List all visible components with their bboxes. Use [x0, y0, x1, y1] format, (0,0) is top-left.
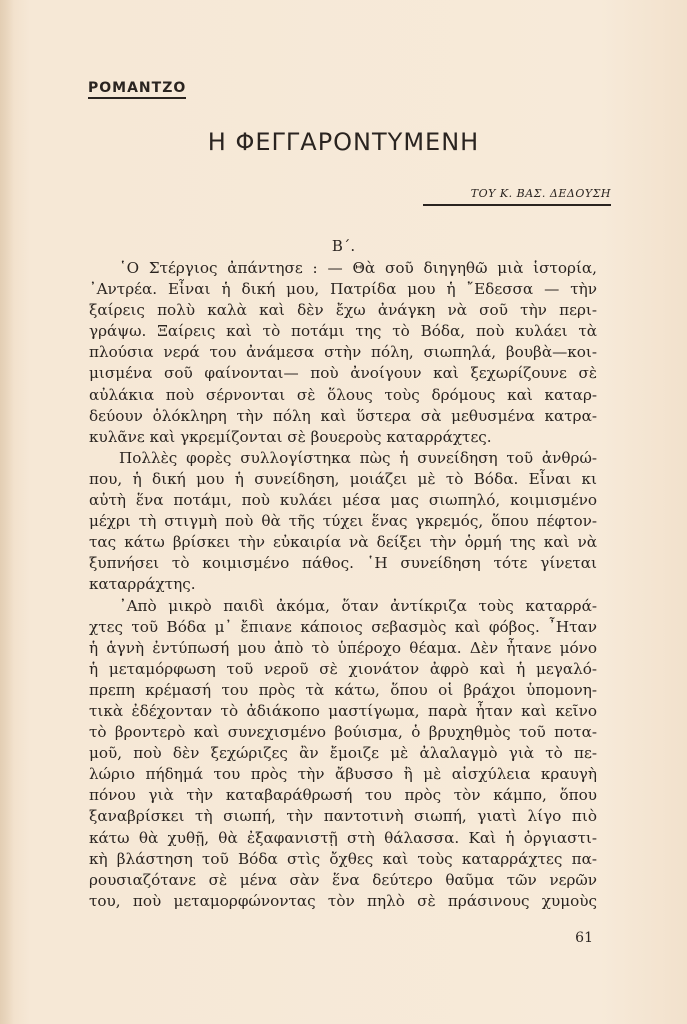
text-line: που, ἡ δική μου ἡ συνείδηση, μοιάζει μὲ τὸ Βόδα. Εἶναι κι [89, 469, 597, 488]
text-line: αὐλάκια ποὺ σέρνονται σὲ ὅλους τοὺς δρόμους καὶ καταρ- [89, 385, 597, 404]
author-byline: ΤΟΥ Κ. ΒΑΣ. ΔΕΔΟΥΣΗ [423, 187, 611, 206]
text-line: κυλᾶνε καὶ γκρεμίζονται σὲ βουεροὺς καταρράχτες. [89, 427, 492, 446]
text-line: ξυπνήσει τὸ κοιμισμένο πάθος. ῾Η συνείδηση τότε γίνεται [89, 554, 597, 573]
text-line: χτες τοῦ Βόδα μ᾿ ἔπιανε κάποιος σεβασμὸς καὶ φόβος. ῏Ηταν [89, 617, 597, 636]
text-line: μέχρι τὴ στιγμὴ ποὺ θὰ τῆς τύχει ἕνας γκρεμός, ὅπου πέφτον- [89, 512, 597, 531]
body-text [89, 258, 597, 912]
text-line: μισμένα σοῦ φαίνονται— ποὺ ἀνοίγουν καὶ ξεχωρίζουνε σὲ [89, 364, 597, 383]
text-line: μοῦ, ποὺ δὲν ξεχώριζες ἂν ἔμοιζε μὲ ἀλαλαγμὸ γιὰ τὸ πε- [89, 744, 597, 763]
text-line: τας κάτω βρίσκει τὴν εὐκαιρία νὰ δείξει τὴν ὁρμή της καὶ νὰ [89, 533, 597, 552]
page-number: 61 [575, 930, 593, 946]
text-line: πόνου γιὰ τὴν καταβαράθρωσή του πρὸς τὸν κάμπο, ὅπου [89, 786, 597, 805]
text-line: ρουσιαζότανε σὲ μένα σὰν ἕνα δεύτερο θαῦμα τῶν νερῶν [89, 870, 597, 889]
text-line: λώριο πήδημά του πρὸς τὴν ἄβυσσο ἢ μὲ αἰσχύλεια κραυγὴ [89, 765, 597, 784]
text-line: ἡ μεταμόρφωση τοῦ νεροῦ σὲ χιονάτον ἀφρὸ καὶ ἡ μεγαλό- [89, 659, 597, 678]
text-line: κάτω θὰ χυθῇ, θὰ ἐξαφανιστῇ στὴ θάλασσα. Καὶ ἡ ὀργιαστι- [89, 828, 597, 847]
text-line: ᾿Αντρέα. Εἶναι ἡ δική μου, Πατρίδα μου ἡ ῎Εδεσσα — τὴν [89, 280, 597, 299]
text-line: ξαναβρίσκει τὴ σιωπή, τὴν παντοτινὴ σιωπή, γιατὶ λίγο πιὸ [89, 807, 597, 826]
text-line: κὴ βλάστηση τοῦ Βόδα στὶς ὄχθες καὶ τοὺς καταρράχτες πα- [89, 849, 597, 868]
text-line: ῾Ο Στέργιος ἀπάντησε : — Θὰ σοῦ διηγηθῶ μιὰ ἱστορία, [119, 259, 597, 277]
text-line: πρεπη κρέμασή του πρὸς τὰ κάτω, ὅπου οἱ βράχοι ὑπομονη- [89, 680, 597, 699]
text-line: του, ποὺ μεταμορφώνοντας τὸν πηλὸ σὲ πράσινους χυμοὺς [89, 891, 597, 910]
section-label: ΡΟΜΑΝΤΖΟ [88, 80, 186, 99]
text-line: πλούσια νερά του ἀνάμεσα στὴν πόλη, σιωπηλά, βουβὰ—κοι- [89, 343, 597, 362]
text-line: Πολλὲς φορὲς συλλογίστηκα πὼς ἡ συνείδηση τοῦ ἀνθρώ- [119, 448, 597, 467]
text-line: ᾿Απὸ μικρὸ παιδὶ ἀκόμα, ὅταν ἀντίκριζα τοὺς καταρρά- [119, 596, 597, 615]
text-line: τικὰ ἐδέχονταν τὸ ἀδιάκοπο μαστίγωμα, παρὰ ἦταν καὶ κεῖνο [89, 701, 597, 720]
text-line: γράψω. Ξαίρεις καὶ τὸ ποτάμι της τὸ Βόδα, ποὺ κυλάει τὰ [89, 322, 597, 341]
text-line: δεύουν ὁλόκληρη τὴν πόλη καὶ ὕστερα σὰ μεθυσμένα κατρα- [89, 406, 597, 425]
text-line: αὐτὴ ἕνα ποτάμι, ποὺ κυλάει μέσα μας σιωπηλό, κοιμισμένο [89, 491, 597, 510]
text-line: ἡ ἁγνὴ ἐντύπωσή μου ἀπὸ τὸ ὑπέροχο θέαμα. Δὲν ἦτανε μόνο [89, 638, 597, 657]
text-line: καταρράχτης. [89, 575, 196, 594]
text-line: ξαίρεις πολὺ καλὰ καὶ δὲν ἔχω ἀνάγκη νὰ σοῦ τὴν περι- [89, 301, 597, 320]
part-marker: Β΄. [331, 237, 356, 255]
text-line: τὸ βροντερὸ καὶ συνεχισμένο βούισμα, ὁ βρυχηθμὸς τοῦ ποτα- [89, 723, 597, 742]
page-title: Η ΦΕΓΓΑΡΟΝΤΥΜΕΝΗ [207, 128, 480, 156]
